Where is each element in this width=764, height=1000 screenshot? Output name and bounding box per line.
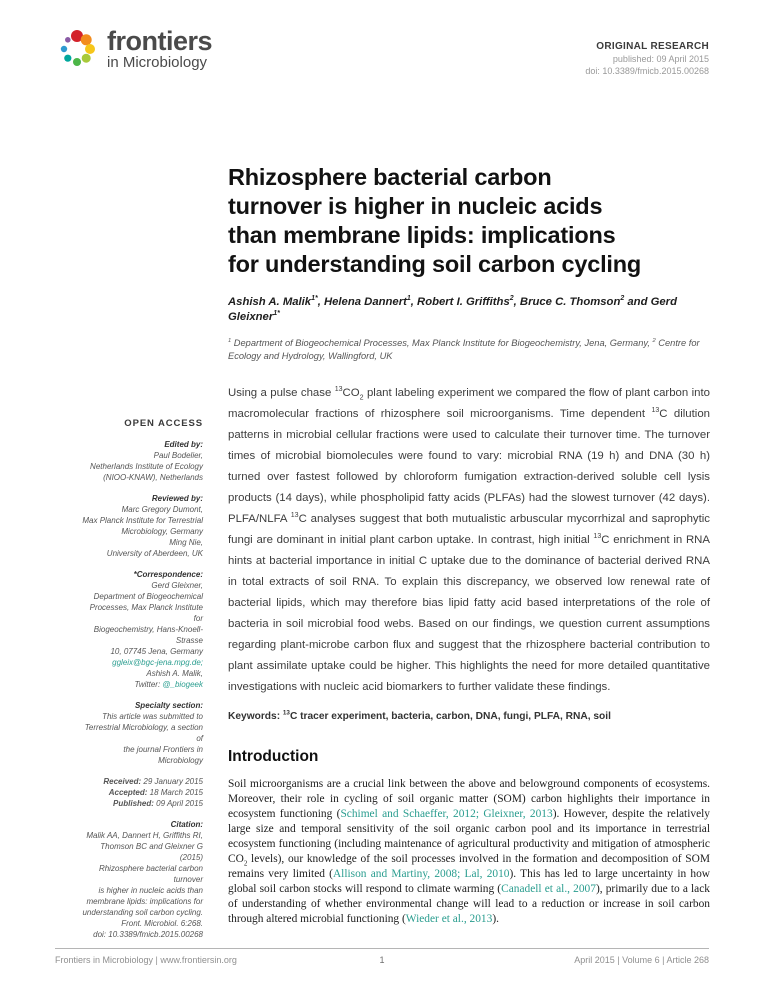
- sidebar-line: [80, 548, 203, 559]
- text-segment: Centre for Ecology and Hydrology, Wallingford, UK: [228, 338, 700, 361]
- text-segment: 1*: [273, 310, 280, 318]
- text-segment: 18 March 2015: [149, 788, 203, 797]
- sidebar-line: [80, 787, 203, 798]
- sidebar-section: [80, 700, 203, 766]
- text-segment: C tracer experiment, bacteria, carbon, DNA, fungi, PLFA, RNA, soil: [289, 711, 611, 722]
- text-segment: Processes, Max Planck Institute for: [89, 603, 203, 623]
- sidebar-section: [80, 776, 203, 809]
- sidebar-section: [80, 439, 203, 483]
- footer: [55, 948, 709, 965]
- text-segment: Gerd Gleixner,: [151, 581, 203, 590]
- text-segment: University of Aberdeen, UK: [106, 549, 203, 558]
- text-segment: 1: [406, 295, 411, 303]
- text-segment: Biogeochemistry, Hans-Knoell-Strasse: [93, 625, 203, 645]
- text-segment: Keywords:: [228, 711, 283, 722]
- text-segment: ), primarily due to a lack of understanding of whether environmental change will lead to a reduction or increase in soil carbon through altered microbial functioning (: [228, 883, 710, 925]
- text-segment: Accepted:: [108, 788, 150, 797]
- sidebar-line: [80, 624, 203, 646]
- sidebar-link[interactable]: @_biogeek: [162, 680, 203, 689]
- text-segment: C enrichment in RNA hints at bacterial importance in initial C uptake due to the dominance of bacterial derived RNA in total extracts of soil RNA. To explain this discrepancy, we observed low renewal rate of bacterial lipids, which may therefore bias lipid fatty acid based interpretations of the role of bacteria in soil microbial food webs. Based on our findings, we question current assumptions regarding plant-microbe carbon flux and suggest that the rhizosphere bacterial contribution to plant assimilate uptake could be higher. This highlights the need for more detailed quantitative investigations with nucleic acid biomarkers to further validate these findings.: [228, 534, 711, 693]
- journal-name-sub: in Microbiology: [107, 53, 208, 71]
- section-heading-introduction: Introduction: [228, 748, 319, 765]
- logo-dot: [73, 58, 81, 66]
- text-segment: 2: [620, 295, 625, 303]
- header-meta: [585, 40, 709, 77]
- text-segment: Using a pulse chase: [228, 387, 335, 399]
- text-segment: Received:: [103, 777, 144, 786]
- title-line: for understanding soil carbon cycling: [228, 251, 642, 277]
- sidebar-line: [80, 537, 203, 548]
- text-segment: understanding soil carbon cycling.: [82, 908, 203, 917]
- text-segment: 13: [593, 533, 602, 541]
- sidebar-section: [80, 493, 203, 559]
- text-segment: plant labeling experiment we compared the flow of plant carbon into macromolecular fractions of rhizosphere soil microorganisms. Time dependent: [228, 387, 710, 420]
- text-segment: CO: [342, 387, 360, 399]
- sidebar-line: [80, 679, 203, 690]
- text-segment: Max Planck Institute for Terrestrial: [82, 516, 203, 525]
- text-segment: , Bruce C. Thomson: [513, 296, 621, 308]
- sidebar-line: [80, 646, 203, 657]
- text-segment: 13: [334, 386, 343, 394]
- sidebar-section-label: Reviewed by:: [151, 494, 203, 503]
- text-segment: Ming Nie,: [169, 538, 203, 547]
- sidebar-line: [80, 504, 203, 515]
- logo-dot: [61, 46, 67, 52]
- sidebar-line: [80, 744, 203, 766]
- published-date: published: 09 April 2015: [612, 54, 709, 64]
- sidebar-line: [80, 602, 203, 624]
- text-segment: is higher in nucleic acids than: [98, 886, 203, 895]
- text-segment: Paul Bodelier,: [153, 451, 203, 460]
- keywords-line: [228, 710, 710, 724]
- abstract-paragraph: [228, 383, 710, 698]
- sidebar-line: [80, 515, 203, 526]
- sidebar-line: [80, 830, 203, 841]
- text-segment: This article was submitted to: [102, 712, 203, 721]
- text-segment: , Helena Dannert: [317, 296, 407, 308]
- text-segment: 13: [282, 709, 290, 717]
- text-segment: levels), our knowledge of the soil processes involved in the formation and decomposition of SOM remains very limited (: [228, 853, 710, 880]
- sidebar-sections: [80, 418, 203, 940]
- sidebar-section-label: OPEN ACCESS: [124, 418, 203, 429]
- text-segment: doi: 10.3389/fmicb.2015.00268: [93, 930, 203, 939]
- text-segment: Marc Gregory Dumont,: [121, 505, 203, 514]
- footer-page-number: 1: [379, 955, 385, 965]
- sidebar-section: [80, 418, 203, 429]
- text-segment: Soil microorganisms are a crucial link between the above and belowground components of ecosystems. Moreover, their role in cycling of soil organic matter (SOM) carbon highlights their importance in ecosystem functioning (: [228, 778, 710, 820]
- text-segment: Microbiology, Germany: [121, 527, 203, 536]
- main-column: [228, 163, 710, 927]
- frontiers-logo-icon: [54, 26, 100, 72]
- text-segment: 29 January 2015: [143, 777, 203, 786]
- text-segment: 2: [509, 295, 514, 303]
- footer-issue-info: April 2015 | Volume 6 | Article 268: [574, 955, 709, 965]
- logo-dot: [82, 54, 91, 63]
- text-segment: and Gerd Gleixner: [228, 296, 677, 323]
- journal-name: [107, 25, 213, 71]
- title-line: turnover is higher in nucleic acids: [228, 193, 603, 219]
- article-title: [228, 163, 710, 279]
- text-segment: Twitter:: [134, 680, 163, 689]
- text-segment: Department of Biogeochemical Processes, Max Planck Institute for Biogeochemistry, Jena, Germany,: [231, 338, 653, 348]
- text-segment: 13: [290, 512, 299, 520]
- doi-text: doi: 10.3389/fmicb.2015.00268: [585, 66, 709, 76]
- sidebar-line: [80, 929, 203, 940]
- sidebar-section-label: Specialty section:: [134, 701, 203, 710]
- text-segment: ).: [492, 913, 499, 925]
- sidebar-section-label: *Correspondence:: [133, 570, 203, 579]
- introduction-paragraph: [228, 777, 710, 927]
- logo-dot: [65, 37, 71, 43]
- sidebar-section-label: Citation:: [170, 820, 203, 829]
- text-segment: the journal Frontiers in Microbiology: [123, 745, 203, 765]
- text-segment: ). This has led to large uncertainty in how global soil carbon stocks will respond to climate warming (: [228, 868, 710, 895]
- text-segment: 1*: [311, 295, 318, 303]
- text-segment: Malik AA, Dannert H, Griffiths RI,: [86, 831, 203, 840]
- text-segment: membrane lipids: implications for: [86, 897, 203, 906]
- sidebar-line: [80, 591, 203, 602]
- text-segment: Netherlands Institute of Ecology: [90, 462, 203, 471]
- logo-dot: [64, 55, 71, 62]
- authors-line: [228, 295, 710, 325]
- text-segment: ). However, despite the relatively large size and temporal sensitivity of the soil organic carbon pool and its importance in terrestrial ecosystem functioning (including maintenance of agricultural productivity and mitigation of atmospheric CO: [228, 808, 711, 865]
- citation-link[interactable]: Schimel and Schaeffer, 2012; Gleixner, 2013: [340, 808, 553, 820]
- text-segment: , Robert I. Griffiths: [410, 296, 510, 308]
- sidebar-link[interactable]: ggleix@bgc-jena.mpg.de;: [112, 658, 203, 667]
- sidebar-line: [80, 885, 203, 896]
- title-line: than membrane lipids: implications: [228, 222, 616, 248]
- text-segment: Rhizosphere bacterial carbon turnover: [98, 864, 203, 884]
- text-segment: C analyses suggest that both mutualistic arbuscular mycorrhizal and saprophytic fungi are dominant in initial plant carbon uptake. In contrast, high initial: [228, 513, 711, 546]
- footer-journal-url[interactable]: Frontiers in Microbiology | www.frontiersin.org: [55, 955, 237, 965]
- sidebar-line: [80, 472, 203, 483]
- text-segment: (NIOO-KNAW), Netherlands: [103, 473, 203, 482]
- sidebar-line: [80, 526, 203, 537]
- article-type-label: ORIGINAL RESEARCH: [596, 41, 709, 52]
- title-line: Rhizosphere bacterial carbon: [228, 164, 552, 190]
- sidebar-line: [80, 798, 203, 809]
- text-segment: 10, 07745 Jena, Germany: [110, 647, 203, 656]
- sidebar-line: [80, 722, 203, 744]
- text-segment: Thomson BC and Gleixner G (2015): [100, 842, 203, 862]
- sidebar-line: [80, 711, 203, 722]
- text-segment: Terrestrial Microbiology, a section of: [84, 723, 203, 743]
- text-segment: 1: [228, 337, 232, 344]
- sidebar-line: [80, 657, 203, 668]
- affiliations: [228, 337, 710, 363]
- text-segment: Front. Microbiol. 6:268.: [121, 919, 203, 928]
- sidebar-section: [80, 819, 203, 940]
- sidebar-section: [80, 569, 203, 690]
- sidebar: [80, 418, 203, 950]
- sidebar-line: [80, 896, 203, 907]
- logo-dot: [81, 34, 92, 45]
- journal-logo: [54, 26, 212, 72]
- text-segment: 2: [652, 337, 656, 344]
- citation-link[interactable]: Canadell et al., 2007: [501, 883, 596, 895]
- sidebar-line: [80, 918, 203, 929]
- text-segment: Ashish A. Malik,: [146, 669, 203, 678]
- sidebar-line: [80, 907, 203, 918]
- sidebar-line: [80, 776, 203, 787]
- sidebar-line: [80, 841, 203, 863]
- text-segment: Department of Biogeochemical: [93, 592, 203, 601]
- text-segment: 13: [651, 407, 660, 415]
- text-segment: 2: [243, 859, 248, 868]
- sidebar-section-label: Edited by:: [164, 440, 203, 449]
- text-segment: 2: [359, 394, 364, 402]
- sidebar-line: [80, 863, 203, 885]
- citation-link[interactable]: Allison and Martiny, 2008; Lal, 2010: [332, 868, 510, 880]
- sidebar-line: [80, 461, 203, 472]
- text-segment: 09 April 2015: [156, 799, 203, 808]
- logo-dot: [85, 44, 95, 54]
- journal-name-frontiers: frontiers: [107, 25, 213, 56]
- citation-link[interactable]: Wieder et al., 2013: [405, 913, 493, 925]
- sidebar-line: [80, 450, 203, 461]
- text-segment: Published:: [113, 799, 157, 808]
- text-segment: C dilution patterns in microbial cellular fractions were used to calculate their turnover time. The turnover times of microbial biomolecules were found to vary: microbial RNA (19 h) and DNA (30 h) turned over fastest followed by chloroform fumigation extraction-derived soluble cell lysis products (14 days), while phospholipid fatty acids (PLFAs) had the slowest turnover (42 days). PLFA/NLFA: [228, 408, 710, 525]
- text-segment: Ashish A. Malik: [228, 296, 312, 308]
- sidebar-line: [80, 580, 203, 591]
- sidebar-line: [80, 668, 203, 679]
